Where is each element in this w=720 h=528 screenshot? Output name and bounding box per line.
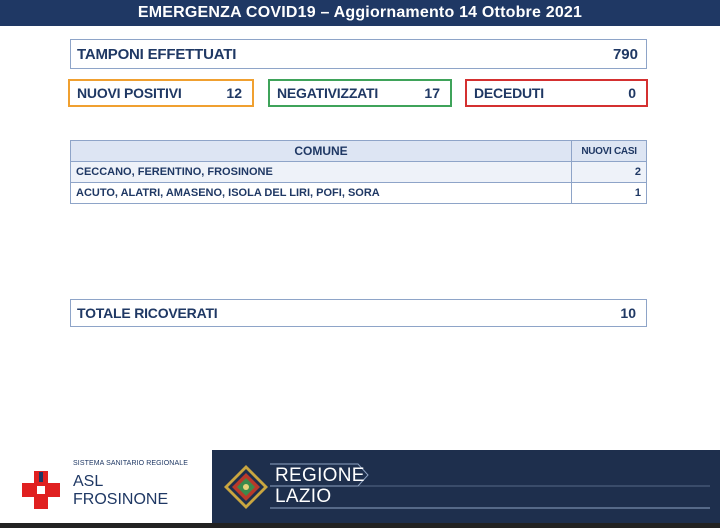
totale-ricoverati-label: TOTALE RICOVERATI <box>77 305 218 321</box>
deceduti-value: 0 <box>628 85 636 101</box>
nuovi-casi-cell: 1 <box>572 183 647 204</box>
regione-line1: REGIONE <box>275 465 365 486</box>
column-header-nuovi-casi: NUOVI CASI <box>572 141 647 162</box>
asl-line1: ASL <box>73 473 104 490</box>
negativizzati-box <box>268 79 452 107</box>
regione-line2: LAZIO <box>275 486 332 507</box>
table-header-row <box>71 141 647 162</box>
table-row <box>71 183 647 204</box>
red-cross-icon <box>22 471 60 509</box>
totale-ricoverati-box <box>70 299 647 327</box>
tamponi-effettuati-box <box>70 39 647 69</box>
nuovi-positivi-value: 12 <box>226 85 242 101</box>
asl-line2: FROSINONE <box>73 491 169 508</box>
comuni-table <box>70 140 647 204</box>
regione-lazio-text <box>275 465 365 507</box>
bottom-strip <box>0 523 720 528</box>
table-row <box>71 162 647 183</box>
page-title: EMERGENZA COVID19 – Aggiornamento 14 Ottobre 2021 <box>0 0 720 26</box>
comune-cell: ACUTO, ALATRI, AMASENO, ISOLA DEL LIRI, POFI, SORA <box>71 183 572 204</box>
nuovi-positivi-box <box>68 79 254 107</box>
asl-name <box>73 473 168 509</box>
tamponi-label: TAMPONI EFFETTUATI <box>77 45 237 63</box>
regione-lazio-emblem-icon <box>223 464 269 510</box>
comune-cell: CECCANO, FERENTINO, FROSINONE <box>71 162 572 183</box>
deceduti-box <box>465 79 648 107</box>
column-header-comune: COMUNE <box>71 141 572 162</box>
totale-ricoverati-value: 10 <box>620 305 636 321</box>
negativizzati-label: NEGATIVIZZATI <box>277 85 379 101</box>
tamponi-value: 790 <box>612 45 638 63</box>
nuovi-positivi-label: NUOVI POSITIVI <box>77 85 182 101</box>
asl-subtitle: SISTEMA SANITARIO REGIONALE <box>73 460 188 467</box>
nuovi-casi-cell: 2 <box>572 162 647 183</box>
negativizzati-value: 17 <box>424 85 440 101</box>
deceduti-label: DECEDUTI <box>474 85 544 101</box>
